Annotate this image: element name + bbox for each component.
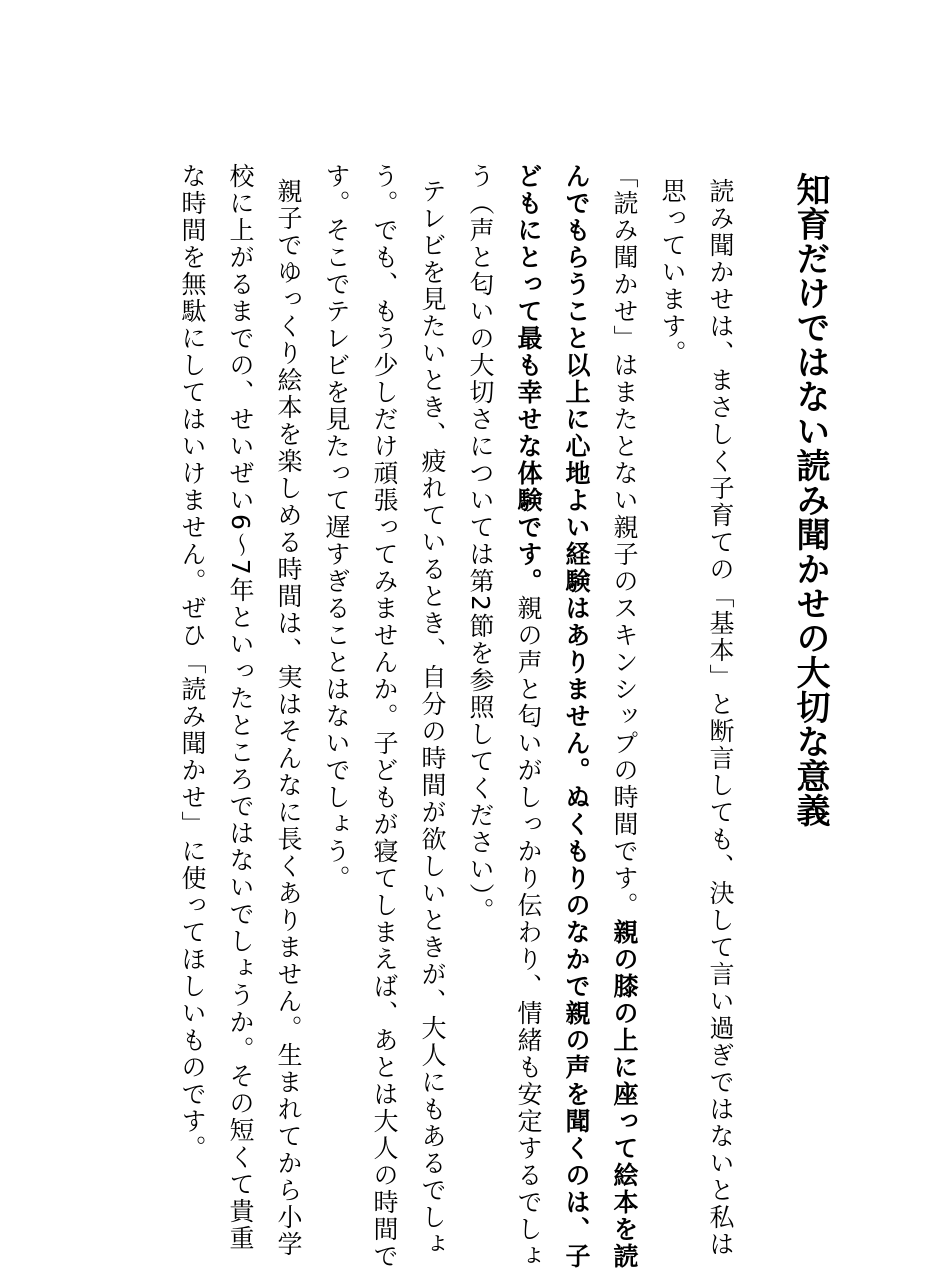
text-line-4: んでもらうこと以上に心地よい経験はありません。ぬくもりのなかで親の声を聞くのは、子	[562, 163, 591, 1270]
text-line-5-regular: 親の声と匂いがしっかり伝わり、情緒も安定するでしょ	[514, 595, 543, 1270]
page-title: 知育だけではない読み聞かせの大切な意義	[790, 172, 830, 828]
text-line-1: 読み聞かせは、まさしく子育ての「基本」と断言しても、決して言い過ぎではないと私は	[706, 178, 735, 1258]
text-line-3-regular: 「読み聞かせ」はまたとない親子のスキンシップの時間です。	[610, 163, 639, 919]
text-line-10: 親子でゆっくり絵本を楽しめる時間は、実はそんなに長くありません。生まれてから小学	[274, 178, 303, 1258]
text-line-6: う（声と匂いの大切さについては第2節を参照してください）。	[466, 163, 495, 925]
text-line-2: 思っています。	[658, 178, 687, 367]
text-line-5	[516, 163, 541, 1270]
text-line-12: な時間を無駄にしてはいけません。ぜひ「読み聞かせ」に使ってほしいものです。	[178, 163, 207, 1162]
text-line-9: す。そこでテレビを見たって遅すぎることはないでしょう。	[322, 163, 351, 892]
text-line-3-bold: 親の膝の上に座って絵本を読	[610, 919, 639, 1270]
text-line-7: テレビを見たいとき、疲れているとき、自分の時間が欲しいときが、大人にもあるでしょ	[418, 178, 447, 1258]
text-line-8: う。でも、もう少しだけ頑張ってみませんか。子どもが寝てしまえば、あとは大人の時間で	[370, 163, 399, 1270]
text-line-3	[612, 163, 637, 1270]
text-line-5-bold: どもにとって最も幸せな体験です。	[514, 163, 543, 595]
text-line-11: 校に上がるまでの、せいぜい6〜7年といったところではないでしょうか。その短くて貴重	[226, 163, 255, 1252]
